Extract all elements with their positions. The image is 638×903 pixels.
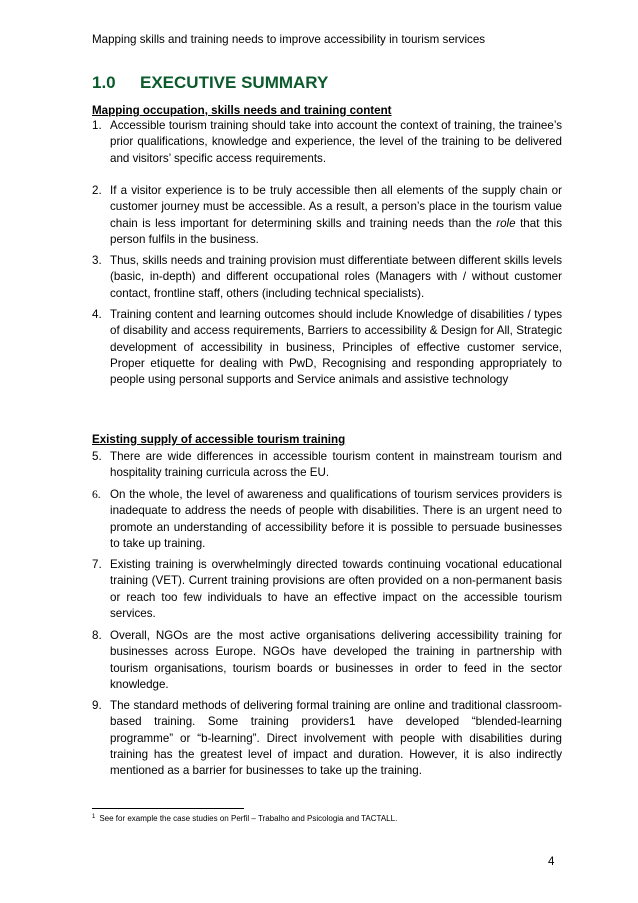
subheading-mapping: Mapping occupation, skills needs and training content (92, 104, 392, 117)
item-number: 4. (92, 308, 102, 321)
item-number: 5. (92, 450, 102, 463)
section-title: EXECUTIVE SUMMARY (140, 73, 329, 92)
list-item (92, 253, 562, 302)
item-text: Thus, skills needs and training provision must differentiate between different skills levels (basic, in-depth) and different occupational roles (Managers with / without customer contact, frontline staff, others (including technical specialists). (110, 254, 562, 300)
footnote (92, 814, 397, 823)
item-text: Existing training is overwhelmingly directed towards continuing vocational educational training (VET). Current training provisions are often provided on a non-permanent basis or reach too few individuals to have an effective impact on the accessible tourism services. (110, 558, 562, 620)
list-item (92, 307, 562, 388)
item-text: Overall, NGOs are the most active organisations delivering accessibility training for businesses across Europe. NGOs have developed the training in partnership with tourism organisations, tourism boards or businesses in order to feed in the sector knowledge. (110, 629, 562, 691)
item-number: 7. (92, 558, 102, 571)
list-item (92, 118, 562, 167)
running-header: Mapping skills and training needs to improve accessibility in tourism services (92, 33, 486, 46)
list-item (92, 628, 562, 693)
item-number: 2. (92, 184, 102, 197)
item-text: If a visitor experience is to be truly accessible then all elements of the supply chain or customer journey must be accessible. As a result, a person’s place in the tourism value chain is less important for determining skills and training needs than the role that this person fulfils in the business. (110, 184, 562, 246)
list-item (92, 487, 562, 552)
item-number: 1. (92, 119, 102, 132)
page-number: 4 (548, 855, 555, 868)
item-number: 3. (92, 254, 102, 267)
item-text: Accessible tourism training should take into account the context of training, the trainee’s prior qualifications, knowledge and experience, the level of the training to be delivered and visitors’ specific access requirements. (110, 119, 562, 165)
list-item (92, 557, 562, 622)
section-heading (92, 73, 328, 93)
item-text: The standard methods of delivering formal training are online and traditional classroom-based training. Some training providers1 have developed “blended-learning programme” or “b-learning”. Direct involvement with people with disabilities during training has the greatest level of impact and duration. However, it is also indirectly mentioned as a barrier for businesses to take up the training. (110, 699, 562, 778)
list-item (92, 183, 562, 248)
footnote-marker: 1 (92, 814, 96, 820)
list-item (92, 698, 562, 779)
section-number: 1.0 (92, 73, 116, 92)
item-text: On the whole, the level of awareness and qualifications of tourism services providers is inadequate to address the needs of people with disabilities. There is an urgent need to promote an understanding of accessibility before it is possible to persuade businesses to take up training. (110, 488, 562, 550)
item-text: There are wide differences in accessible tourism content in mainstream tourism and hospitality training curricula across the EU. (110, 450, 562, 480)
item-text: Training content and learning outcomes should include Knowledge of disabilities / types of disability and access requirements, Barriers to accessibility & Design for All, Strategic development of accessibility in business, Principles of effective customer service, Proper etiquette for dealing with PwD, Recognising and responding appropriately to people using personal supports and Service animals and assistive technology (110, 308, 562, 387)
item-number: 6. (92, 488, 101, 501)
list-item (92, 449, 562, 482)
footnote-divider (92, 808, 244, 809)
footnote-text: See for example the case studies on Perfil – Trabalho and Psicologia and TACTALL. (99, 814, 398, 823)
item-number: 8. (92, 629, 102, 642)
item-number: 9. (92, 699, 102, 712)
subheading-existing-supply: Existing supply of accessible tourism training (92, 433, 346, 446)
